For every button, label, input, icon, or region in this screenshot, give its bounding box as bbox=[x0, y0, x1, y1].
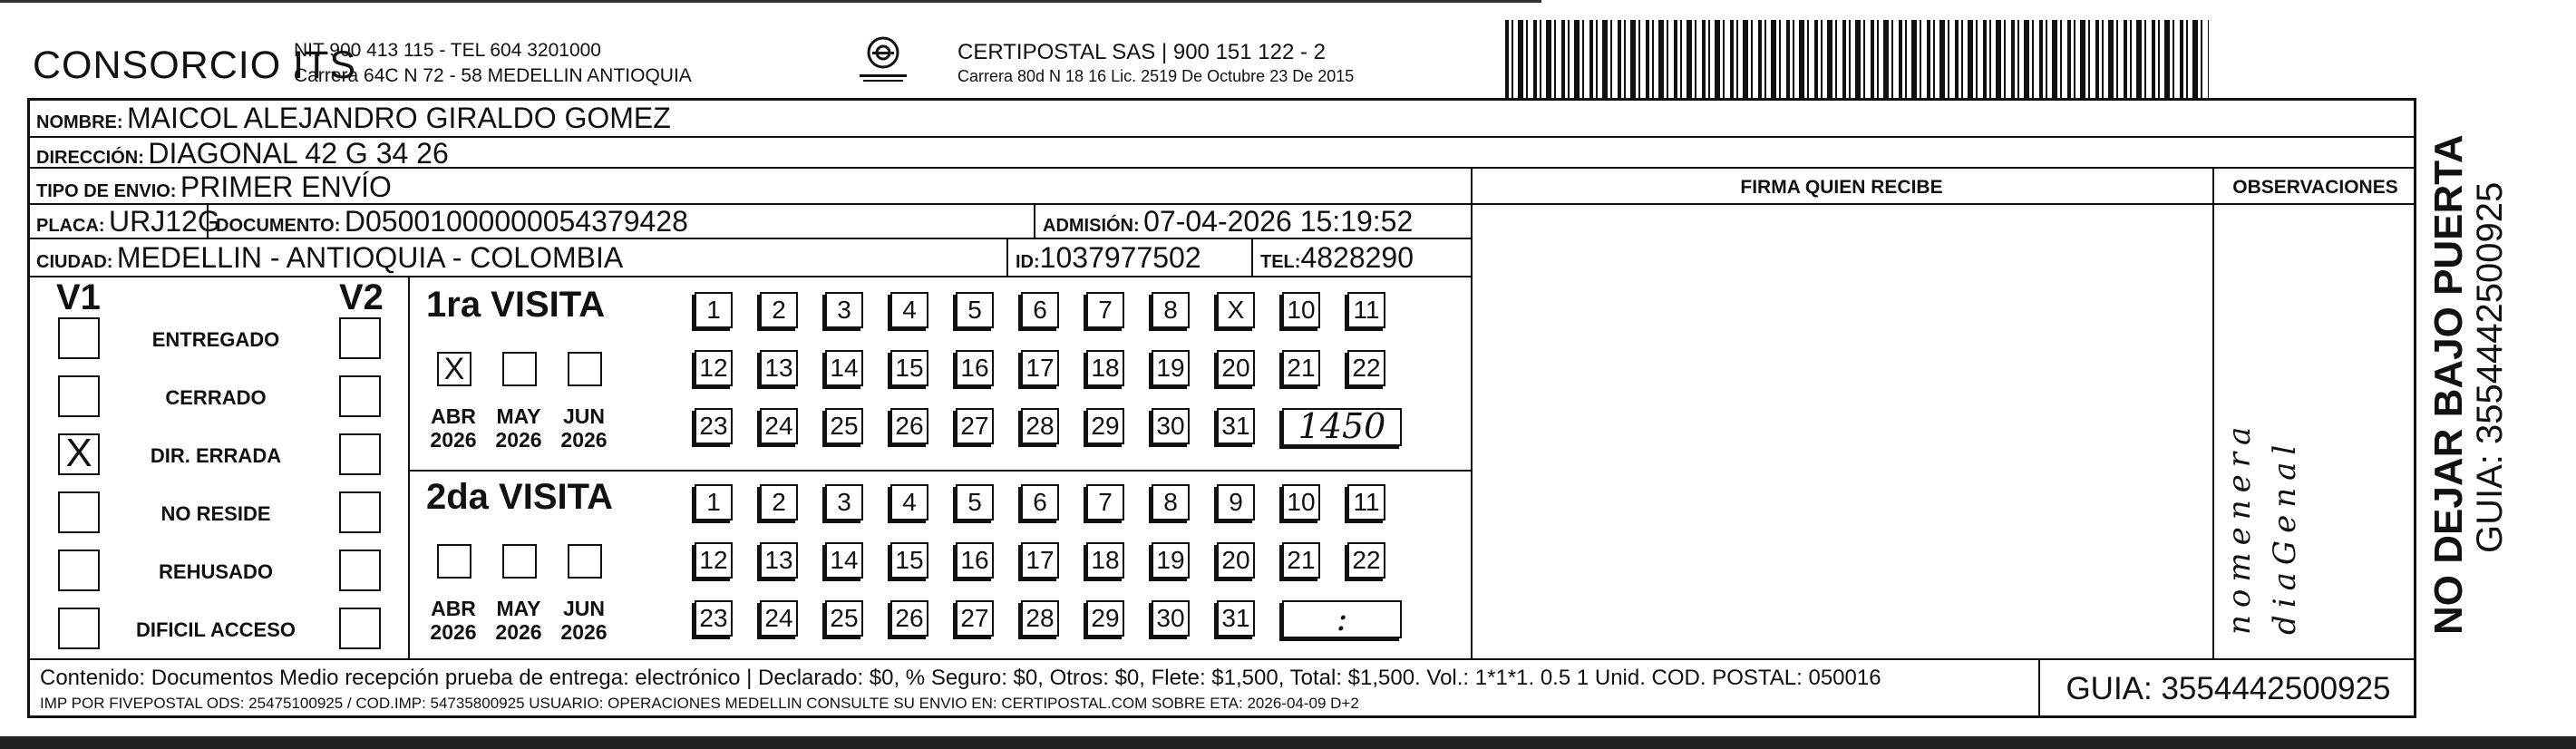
day-box[interactable]: 2 bbox=[760, 484, 798, 520]
month-name: ABR bbox=[431, 597, 476, 620]
status-v2-checkbox[interactable] bbox=[339, 491, 381, 533]
day-box[interactable]: 23 bbox=[695, 408, 733, 444]
day-box[interactable]: 24 bbox=[760, 600, 798, 637]
col-divider bbox=[1471, 167, 1473, 658]
label: ADMISIÓN: bbox=[1043, 216, 1140, 236]
day-box[interactable]: 25 bbox=[825, 408, 863, 444]
month-year: 2026 bbox=[430, 428, 477, 452]
day-box[interactable]: 11 bbox=[1347, 292, 1385, 328]
day-box[interactable]: 12 bbox=[695, 542, 733, 579]
v2-header: V2 bbox=[339, 277, 384, 317]
day-box[interactable]: 7 bbox=[1086, 292, 1124, 328]
day-box[interactable]: 18 bbox=[1086, 542, 1124, 579]
footer-guia: GUIA: 3554442500925 bbox=[2038, 660, 2416, 718]
month-name: MAY bbox=[496, 404, 541, 428]
day-box[interactable]: 7 bbox=[1086, 484, 1124, 520]
value: URJ12G bbox=[109, 205, 220, 238]
firma-header: FIRMA QUIEN RECIBE bbox=[1740, 177, 1943, 198]
day-box[interactable]: 26 bbox=[890, 600, 928, 637]
visit-title: 1ra VISITA bbox=[426, 285, 606, 325]
day-box[interactable]: 4 bbox=[890, 292, 928, 328]
field-admision bbox=[1043, 205, 1413, 238]
observation-handwritten-1: nomenera bbox=[2221, 419, 2258, 635]
day-box[interactable]: 15 bbox=[890, 350, 928, 386]
label: CIUDAD: bbox=[36, 252, 113, 272]
value: MAICOL ALEJANDRO GIRALDO GOMEZ bbox=[127, 102, 671, 134]
status-label: ENTREGADO bbox=[151, 328, 280, 351]
day-box[interactable]: 22 bbox=[1347, 542, 1385, 579]
status-v1-checkbox[interactable] bbox=[58, 550, 100, 591]
col-divider bbox=[1006, 238, 1008, 276]
day-box[interactable]: 30 bbox=[1152, 600, 1190, 637]
day-box[interactable]: 3 bbox=[825, 292, 863, 328]
day-box[interactable]: 13 bbox=[760, 542, 798, 579]
value: PRIMER ENVÍO bbox=[180, 170, 392, 203]
month-label bbox=[491, 597, 546, 644]
month-checkbox[interactable] bbox=[502, 544, 537, 579]
field-documento bbox=[216, 205, 688, 238]
value: D05001000000054379428 bbox=[344, 205, 688, 238]
month-name: MAY bbox=[496, 597, 541, 620]
visit-time-box[interactable]: 1450 bbox=[1282, 408, 1402, 446]
status-v2-checkbox[interactable] bbox=[339, 550, 381, 591]
label: NOMBRE: bbox=[36, 112, 123, 132]
field-nombre bbox=[36, 102, 671, 135]
field-id bbox=[1016, 241, 1201, 275]
day-box[interactable]: 10 bbox=[1282, 484, 1320, 520]
row-divider bbox=[27, 276, 1471, 277]
day-box[interactable]: 3 bbox=[825, 484, 863, 520]
courier-address: Carrera 80d N 18 16 Lic. 2519 De Octubre 23 De 2015 bbox=[957, 67, 1355, 85]
day-box[interactable]: 23 bbox=[695, 600, 733, 637]
status-v2-checkbox[interactable] bbox=[339, 317, 381, 359]
month-year: 2026 bbox=[560, 428, 608, 452]
day-box[interactable]: 29 bbox=[1086, 408, 1124, 444]
status-v1-checkbox[interactable] bbox=[58, 317, 100, 359]
label: ID: bbox=[1016, 252, 1040, 272]
day-box[interactable]: 31 bbox=[1217, 408, 1255, 444]
month-year: 2026 bbox=[495, 620, 542, 644]
value: 07-04-2026 15:19:52 bbox=[1143, 205, 1414, 238]
day-box[interactable]: 9 bbox=[1217, 484, 1255, 520]
status-v2-checkbox[interactable] bbox=[339, 433, 381, 475]
day-box[interactable]: 17 bbox=[1021, 542, 1059, 579]
day-box[interactable]: 4 bbox=[890, 484, 928, 520]
day-box[interactable]: 29 bbox=[1086, 600, 1124, 637]
month-checkbox[interactable] bbox=[568, 352, 602, 386]
visit-divider bbox=[408, 470, 1471, 472]
day-box[interactable]: 15 bbox=[890, 542, 928, 579]
month-label bbox=[426, 404, 481, 452]
day-box[interactable]: 6 bbox=[1021, 292, 1059, 328]
status-label: CERRADO bbox=[165, 386, 267, 409]
day-box[interactable]: 6 bbox=[1021, 484, 1059, 520]
label: PLACA: bbox=[36, 216, 105, 236]
month-year: 2026 bbox=[560, 620, 608, 644]
footer-contenido: Contenido: Documentos Medio recepción prueba de entrega: electrónico | Declarado: $0, % Seguro: $0, Otros: $0, Flete: $1,500, Total: $1,500. Vol.: 1*1*1. 0.5 1 Unid. COD. POSTAL: 050016 bbox=[40, 666, 1881, 690]
month-label bbox=[557, 404, 611, 452]
day-box[interactable]: 24 bbox=[760, 408, 798, 444]
visit-time-box[interactable]: : bbox=[1282, 600, 1402, 638]
col-divider bbox=[1251, 238, 1253, 276]
day-box[interactable]: 13 bbox=[760, 350, 798, 386]
day-box[interactable]: 28 bbox=[1021, 408, 1059, 444]
courier-name: CERTIPOSTAL SAS | 900 151 122 - 2 bbox=[957, 40, 1326, 64]
company-address: Carrera 64C N 72 - 58 MEDELLIN ANTIOQUIA bbox=[294, 65, 692, 86]
month-name: ABR bbox=[431, 404, 476, 428]
month-checkbox[interactable] bbox=[568, 544, 602, 579]
bottom-rule bbox=[0, 736, 2576, 749]
status-v2-checkbox[interactable] bbox=[339, 375, 381, 417]
top-rule bbox=[0, 0, 1541, 3]
status-label: DIR. ERRADA bbox=[150, 444, 282, 467]
day-box[interactable]: 21 bbox=[1282, 350, 1320, 386]
observation-handwritten-2: diaGenal bbox=[2267, 437, 2303, 635]
field-direccion bbox=[36, 137, 449, 170]
month-label bbox=[426, 597, 481, 644]
certipostal-logo bbox=[854, 34, 912, 85]
day-box[interactable]: 31 bbox=[1217, 600, 1255, 637]
day-box[interactable]: 27 bbox=[956, 408, 994, 444]
label: TEL: bbox=[1260, 252, 1301, 272]
day-box[interactable]: 1 bbox=[695, 292, 733, 328]
status-label: REHUSADO bbox=[159, 560, 273, 583]
value: 1037977502 bbox=[1039, 241, 1201, 274]
company-name: CONSORCIO ITS bbox=[33, 44, 357, 87]
status-v1-checkbox[interactable] bbox=[58, 375, 100, 417]
day-box[interactable]: 22 bbox=[1347, 350, 1385, 386]
day-box[interactable]: 8 bbox=[1152, 484, 1190, 520]
day-box[interactable]: 27 bbox=[956, 600, 994, 637]
day-box[interactable]: 11 bbox=[1347, 484, 1385, 520]
day-box[interactable]: 30 bbox=[1152, 408, 1190, 444]
month-year: 2026 bbox=[430, 620, 477, 644]
day-box[interactable]: 18 bbox=[1086, 350, 1124, 386]
day-box[interactable]: 8 bbox=[1152, 292, 1190, 328]
v1-header: V1 bbox=[56, 277, 101, 317]
status-label: DIFICIL ACCESO bbox=[135, 618, 296, 641]
month-name: JUN bbox=[562, 404, 605, 428]
footer-impresion: IMP POR FIVEPOSTAL ODS: 25475100925 / COD.IMP: 54735800925 USUARIO: OPERACIONES MEDELLIN CONSULTE SU ENVIO EN: CERTIPOSTAL.COM SOBRE ETA: 2026-04-09 D+2 bbox=[40, 695, 1359, 712]
barcode bbox=[1505, 20, 2209, 98]
day-box[interactable]: 28 bbox=[1021, 600, 1059, 637]
day-box[interactable]: 5 bbox=[956, 292, 994, 328]
day-box[interactable]: 16 bbox=[956, 542, 994, 579]
company-nit-tel: NIT 900 413 115 - TEL 604 3201000 bbox=[294, 40, 601, 61]
day-box[interactable]: 19 bbox=[1152, 350, 1190, 386]
status-v1-checkbox[interactable]: X bbox=[58, 433, 100, 475]
day-box[interactable]: 25 bbox=[825, 600, 863, 637]
day-box[interactable]: 14 bbox=[825, 350, 863, 386]
field-tel bbox=[1260, 241, 1414, 275]
day-box[interactable]: 1 bbox=[695, 484, 733, 520]
col-divider bbox=[2212, 167, 2214, 658]
month-name: JUN bbox=[562, 597, 605, 620]
visit-title: 2da VISITA bbox=[426, 477, 613, 517]
day-box[interactable]: 26 bbox=[890, 408, 928, 444]
company-contact bbox=[294, 38, 692, 89]
day-box[interactable]: 16 bbox=[956, 350, 994, 386]
day-box[interactable]: X bbox=[1217, 292, 1255, 328]
month-checkbox[interactable]: X bbox=[437, 352, 471, 386]
field-tipo-envio bbox=[36, 170, 392, 204]
day-box[interactable]: 19 bbox=[1152, 542, 1190, 579]
month-year: 2026 bbox=[495, 428, 542, 452]
day-box[interactable]: 2 bbox=[760, 292, 798, 328]
day-box[interactable]: 12 bbox=[695, 350, 733, 386]
status-v1-checkbox[interactable] bbox=[58, 491, 100, 533]
value: DIAGONAL 42 G 34 26 bbox=[148, 137, 449, 170]
observaciones-header: OBSERVACIONES bbox=[2232, 177, 2398, 198]
label: DIRECCIÓN: bbox=[36, 148, 144, 168]
day-box[interactable]: 20 bbox=[1217, 350, 1255, 386]
day-box[interactable]: 17 bbox=[1021, 350, 1059, 386]
value: MEDELLIN - ANTIOQUIA - COLOMBIA bbox=[116, 241, 624, 274]
day-box[interactable]: 21 bbox=[1282, 542, 1320, 579]
month-label bbox=[491, 404, 546, 452]
no-dejar-bajo-puerta: NO DEJAR BAJO PUERTA bbox=[2426, 134, 2471, 635]
day-box[interactable]: 20 bbox=[1217, 542, 1255, 579]
status-v1-checkbox[interactable] bbox=[58, 608, 100, 649]
label: DOCUMENTO: bbox=[216, 216, 341, 236]
label: TIPO DE ENVIO: bbox=[36, 181, 177, 201]
day-box[interactable]: 14 bbox=[825, 542, 863, 579]
month-checkbox[interactable] bbox=[502, 352, 537, 386]
month-label bbox=[557, 597, 611, 644]
status-v2-checkbox[interactable] bbox=[339, 608, 381, 649]
month-checkbox[interactable] bbox=[437, 544, 471, 579]
side-guia: GUIA: 3554442500925 bbox=[2470, 181, 2510, 553]
day-box[interactable]: 10 bbox=[1282, 292, 1320, 328]
field-placa bbox=[36, 205, 220, 238]
day-box[interactable]: 5 bbox=[956, 484, 994, 520]
status-label: NO RESIDE bbox=[160, 502, 271, 525]
col-divider bbox=[408, 276, 410, 658]
col-divider bbox=[1034, 203, 1035, 238]
field-ciudad bbox=[36, 241, 623, 275]
value: 4828290 bbox=[1300, 241, 1414, 274]
row-divider bbox=[1471, 203, 2416, 205]
